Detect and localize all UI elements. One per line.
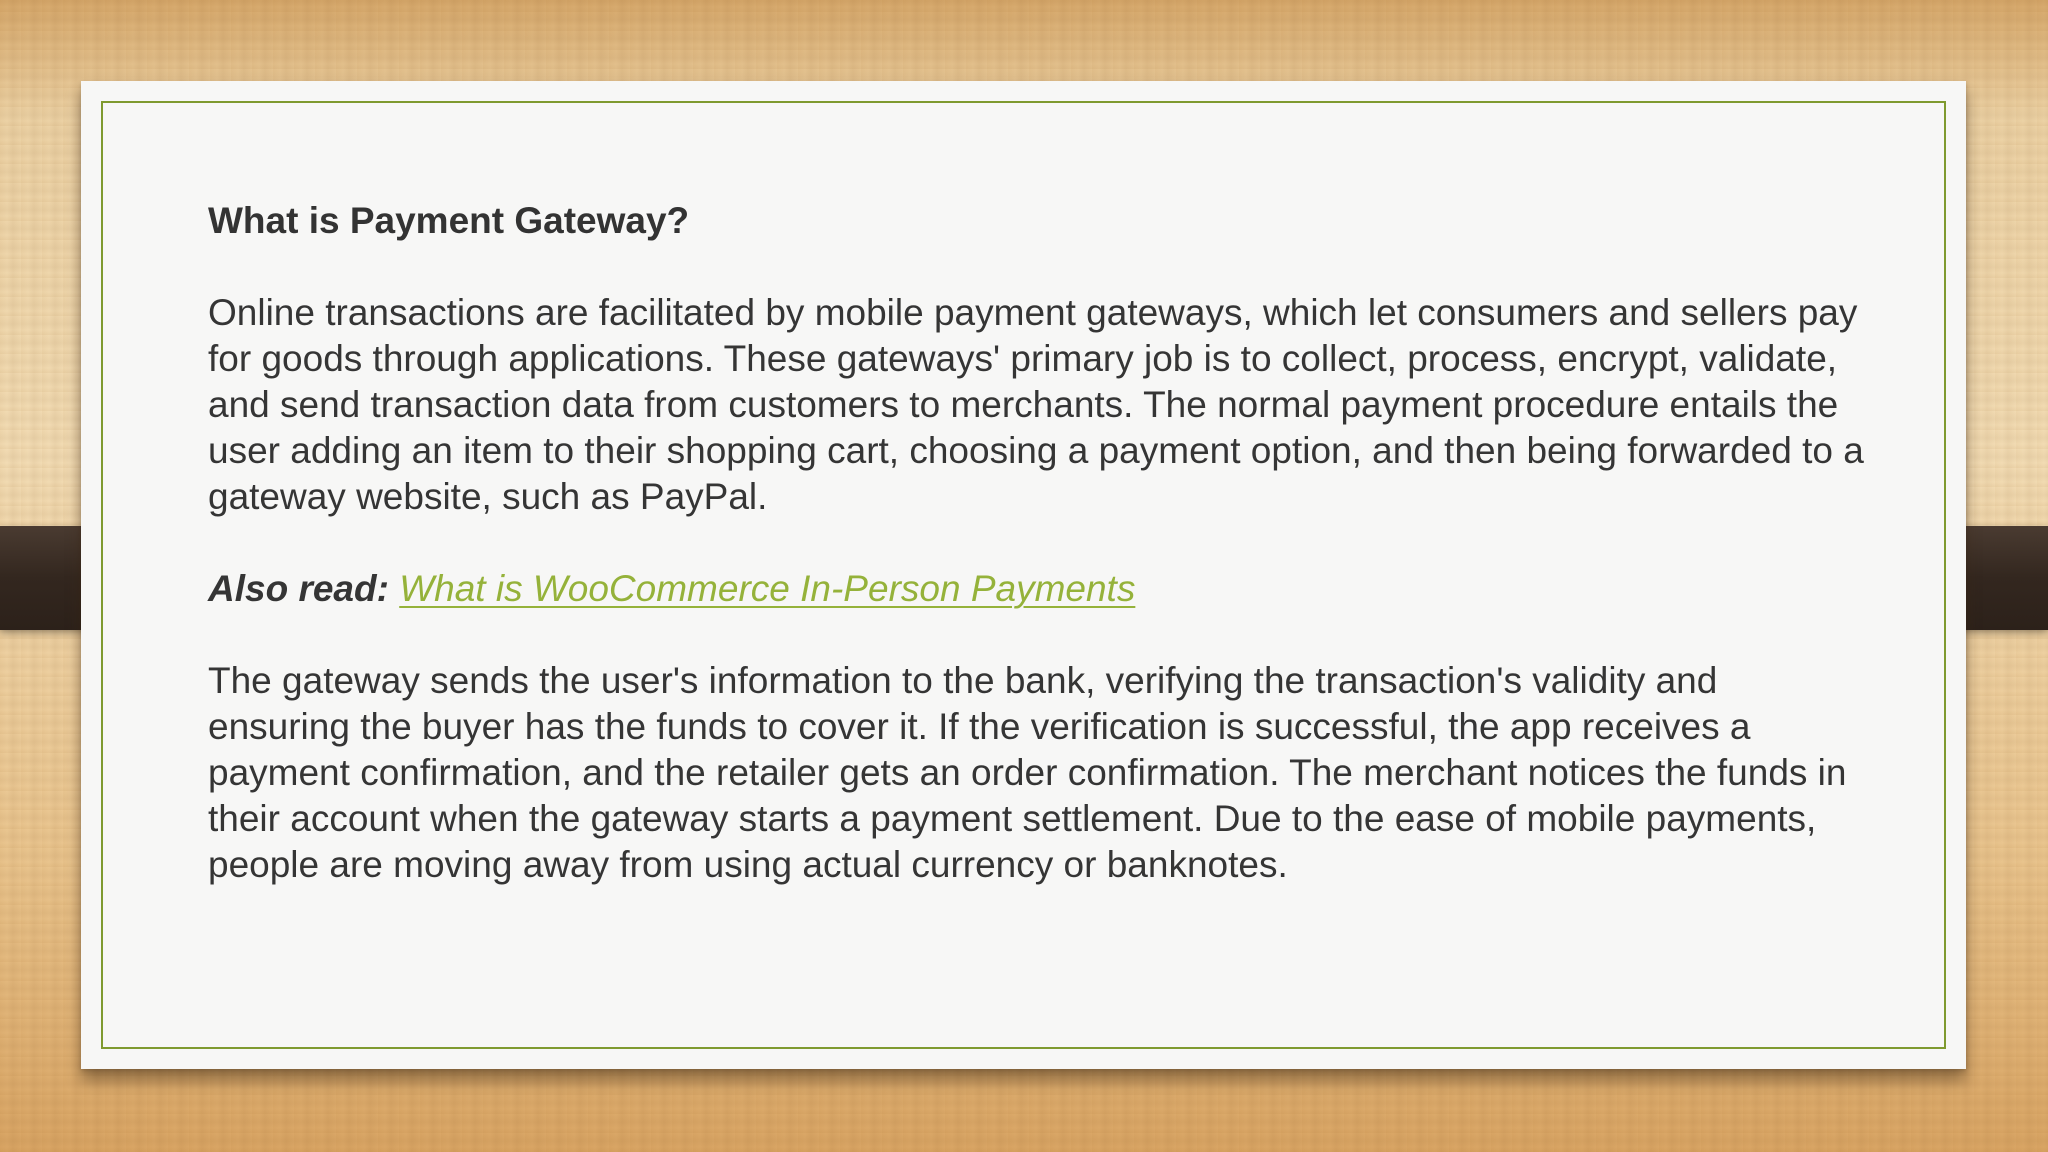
also-read-line: [208, 566, 1868, 612]
slide-content: [208, 198, 1868, 888]
paragraph-process: The gateway sends the user's information to the bank, verifying the transaction's validity and ensuring the buyer has the funds to cover it. If the verification is successful, the app receives a payment confirmation, and the retailer gets an order confirmation. The merchant notices the funds in their account when the gateway starts a payment settlement. Due to the ease of mobile payments, people are moving away from using actual currency or banknotes.: [208, 660, 1847, 885]
slide-heading: What is Payment Gateway?: [208, 200, 690, 241]
paragraph-intro: Online transactions are facilitated by mobile payment gateways, which let consumers and sellers pay for goods through applications. These gateways' primary job is to collect, process, encrypt, validate, and send transaction data from customers to merchants. The normal payment procedure entails the user adding an item to their shopping cart, choosing a payment option, and then being forwarded to a gateway website, such as PayPal.: [208, 292, 1864, 517]
also-read-link[interactable]: What is WooCommerce In-Person Payments: [399, 568, 1136, 609]
slide-card: [81, 81, 1966, 1069]
also-read-label: Also read:: [208, 568, 389, 609]
